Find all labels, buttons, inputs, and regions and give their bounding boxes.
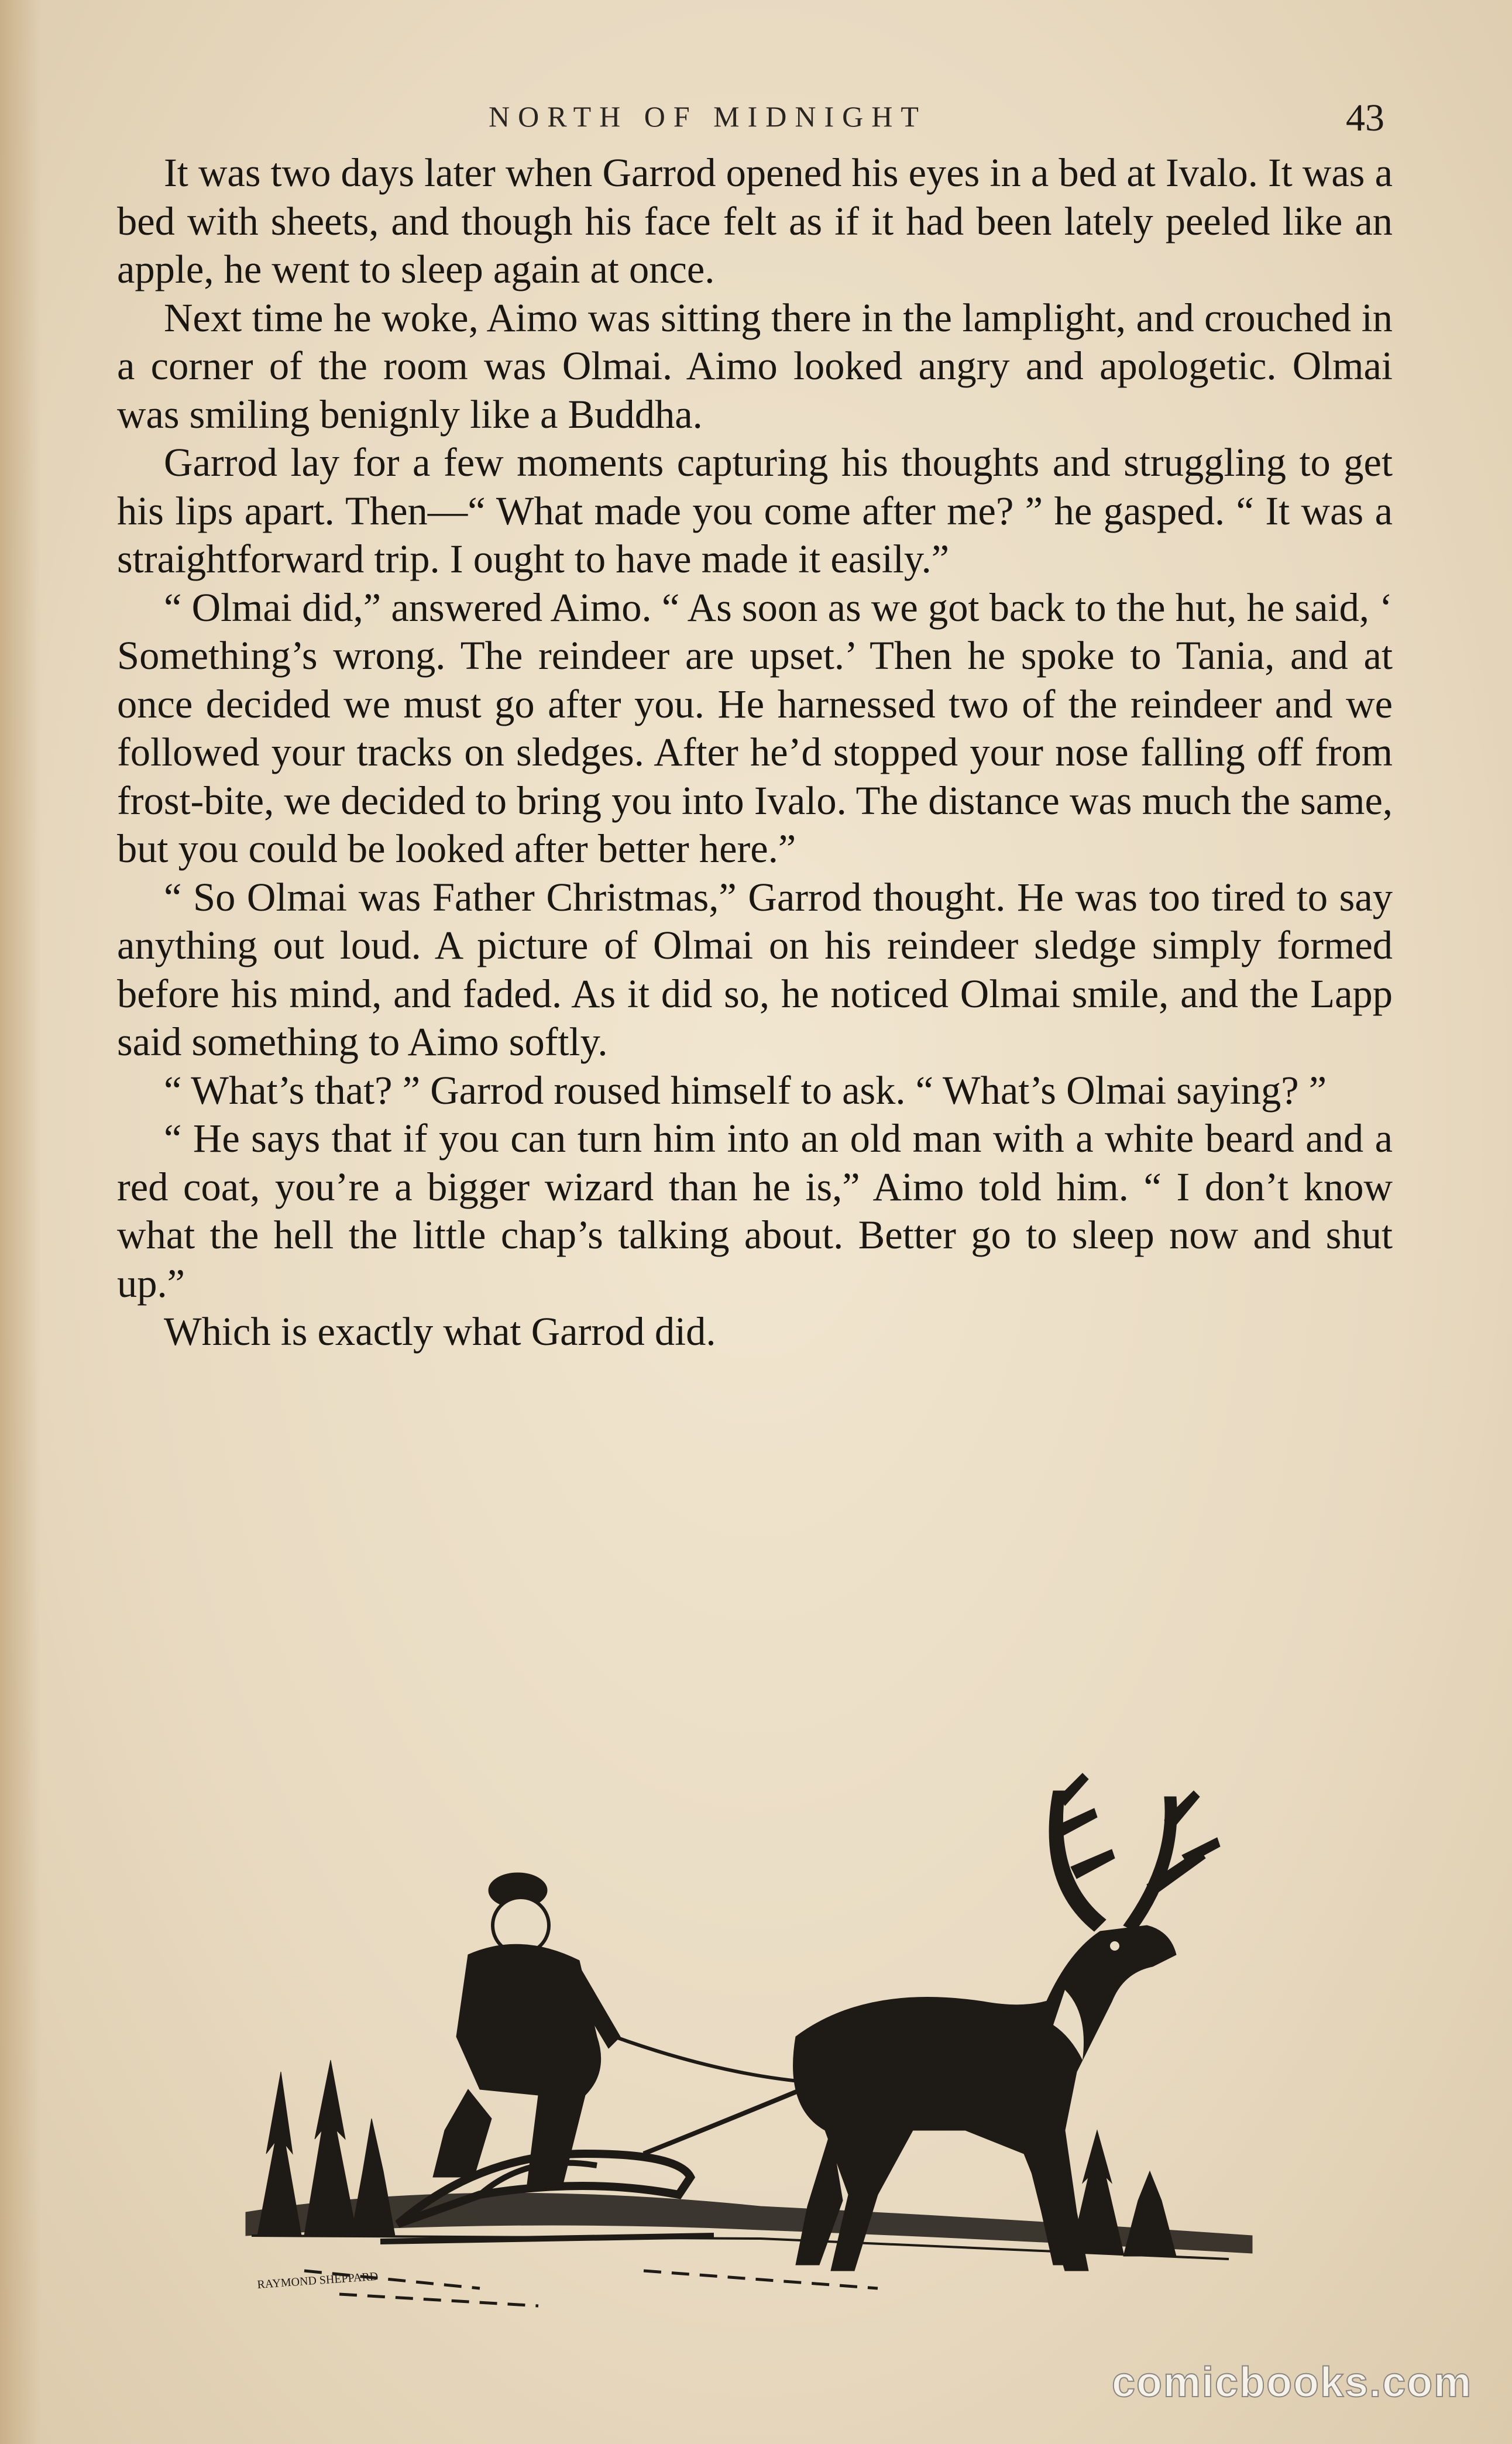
paragraph: It was two days later when Garrod opened his eyes in a bed at Ivalo. It was a bed with sheets, and though his face felt as if it had been lately peeled like an apple, he went to sleep again at once. — [117, 150, 1393, 291]
reindeer-sledge-illustration — [234, 1709, 1276, 2329]
paragraph: Garrod lay for a few moments capturing his thoughts and struggling to get his lips apart. Then—“ What made you come after me? ” he gasped. “ It was a straightforward trip. I ought to have made it easily.” — [117, 440, 1393, 581]
paragraph: “ He says that if you can turn him into an old man with a white beard and a red coat, you’re a bigger wizard than he is,” Aimo told him. “ I don’t know what the hell the little chap’s talking about. Better go to sleep now and shut up.” — [117, 1116, 1393, 1306]
paragraph: “ What’s that? ” Garrod roused himself to ask. “ What’s Olmai saying? ” — [164, 1067, 1327, 1113]
running-head: NORTH OF MIDNIGHT — [489, 100, 927, 133]
page-header — [0, 99, 1512, 152]
watermark: comicbooks.com — [1112, 2359, 1473, 2406]
page-number: 43 — [1346, 97, 1384, 139]
page-edge-shadow — [0, 0, 41, 2444]
paragraph: Which is exactly what Garrod did. — [164, 1309, 716, 1354]
paragraph: “ So Olmai was Father Christmas,” Garrod thought. He was too tired to say anything out loud. A picture of Olmai on his reindeer sledge simply formed before his mind, and faded. As it did so, he noticed Olmai smile, and the Lapp said something to Aimo softly. — [117, 874, 1393, 1064]
paragraph: “ Olmai did,” answered Aimo. “ As soon as we got back to the hut, he said, ‘ Something’s wrong. The reindeer are upset.’ Then he spoke to Tania, and at once decided we must go after you. He harnessed two of the reindeer and we followed your tracks on sledges. After he’d stopped your nose falling off from frost-bite, we decided to bring you into Ivalo. The distance was much the same, but you could be looked after better here.” — [117, 585, 1393, 871]
illustrator-signature: RAYMOND SHEPPARD — [256, 2270, 379, 2291]
paragraph: Next time he woke, Aimo was sitting there in the lamplight, and crouched in a corner of the room was Olmai. Aimo looked angry and apologetic. Olmai was smiling benignly like a Buddha. — [117, 295, 1393, 437]
body-text — [117, 149, 1393, 1356]
